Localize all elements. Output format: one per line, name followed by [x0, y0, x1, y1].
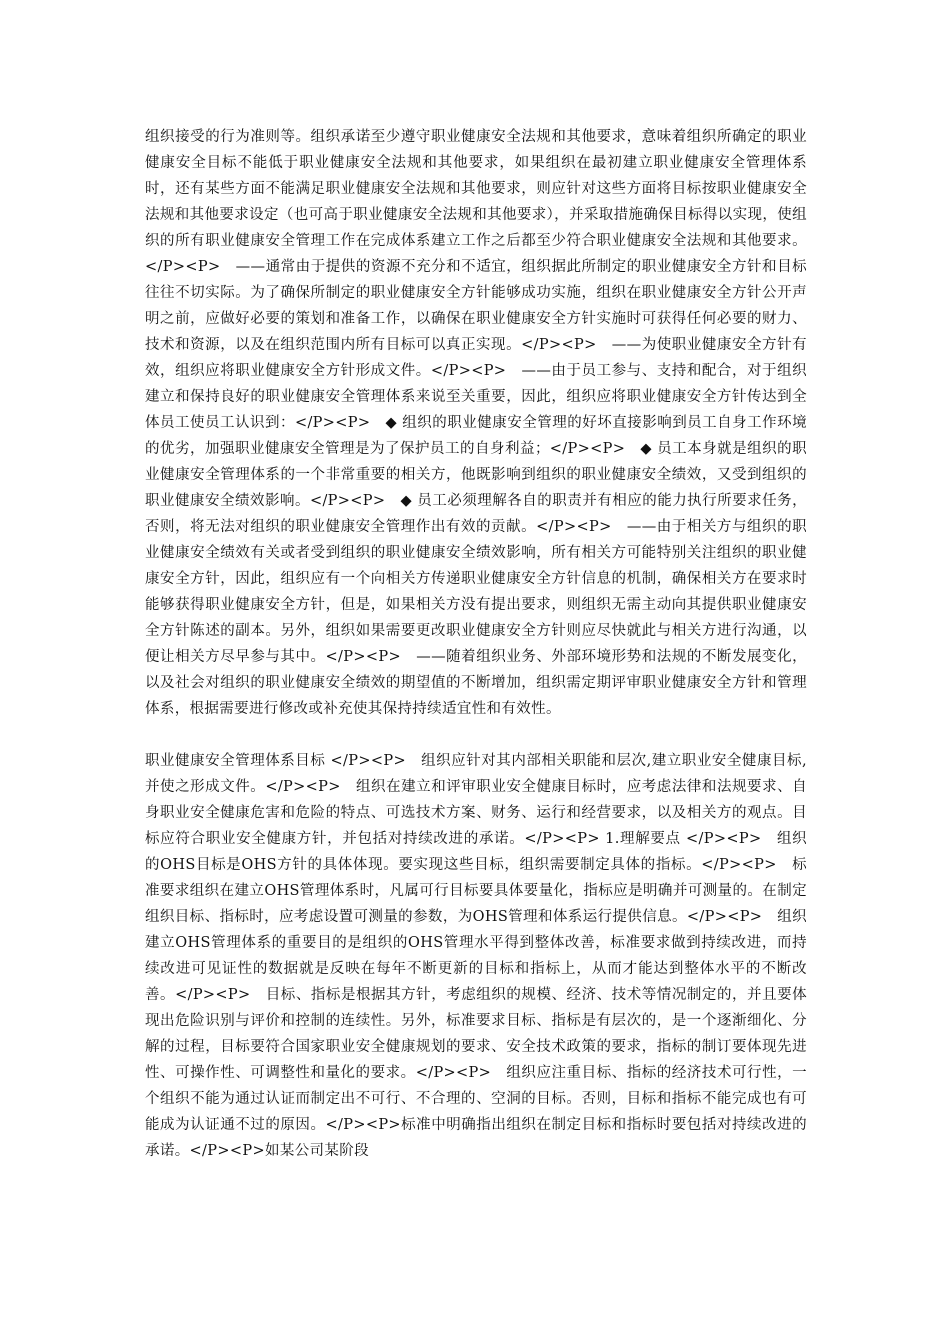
- document-body: [145, 124, 807, 1164]
- paragraph-ohs-policy: 组织接受的行为准则等。组织承诺至少遵守职业健康安全法规和其他要求，意味着组织所确定的职业健康安全目标不能低于职业健康安全法规和其他要求，如果组织在最初建立职业健康安全管理体系时，还有某些方面不能满足职业健康安全法规和其他要求，则应针对这些方面将目标按职业健康安全法规和其他要求设定（也可高于职业健康安全法规和其他要求），并采取措施确保目标得以实现，使组织的所有职业健康安全管理工作在完成体系建立工作之后都至少符合职业健康安全法规和其他要求。</P><P> ——通常由于提供的资源不充分和不适宜，组织据此所制定的职业健康安全方针和目标往往不切实际。为了确保所制定的职业健康安全方针能够成功实施，组织在职业健康安全方针公开声明之前，应做好必要的策划和准备工作，以确保在职业健康安全方针实施时可获得任何必要的财力、技术和资源，以及在组织范围内所有目标可以真正实现。</P><P> ——为使职业健康安全方针有效，组织应将职业健康安全方针形成文件。</P><P> ——由于员工参与、支持和配合，对于组织建立和保持良好的职业健康安全管理体系来说至关重要，因此，组织应将职业健康安全方针传达到全体员工使员工认识到：</P><P> ◆ 组织的职业健康安全管理的好坏直接影响到员工自身工作环境的优劣，加强职业健康安全管理是为了保护员工的自身利益；</P><P> ◆ 员工本身就是组织的职业健康安全管理体系的一个非常重要的相关方，他既影响到组织的职业健康安全绩效，又受到组织的职业健康安全绩效影响。</P><P> ◆ 员工必须理解各自的职责并有相应的能力执行所要求任务，否则，将无法对组织的职业健康安全管理作出有效的贡献。</P><P> ——由于相关方与组织的职业健康安全绩效有关或者受到组织的职业健康安全绩效影响，所有相关方可能特别关注组织的职业健康安全方针，因此，组织应有一个向相关方传递职业健康安全方针信息的机制，确保相关方在要求时能够获得职业健康安全方针，但是，如果相关方没有提出要求，则组织无需主动向其提供职业健康安全方针陈述的副本。另外，组织如果需要更改职业健康安全方针则应尽快就此与相关方进行沟通，以便让相关方尽早参与其中。</P><P> ——随着组织业务、外部环境形势和法规的不断发展变化，以及社会对组织的职业健康安全绩效的期望值的不断增加，组织需定期评审职业健康安全方针和管理体系，根据需要进行修改或补充使其保持持续适宜性和有效性。: [145, 129, 807, 717]
- paragraph-ohs-objectives: 职业健康安全管理体系目标 </P><P> 组织应针对其内部相关职能和层次,建立职业安全健康目标,并使之形成文件。</P><P> 组织在建立和评审职业安全健康目标时，应考虑法律和法规要求、自身职业安全健康危害和危险的特点、可选技术方案、财务、运行和经营要求，以及相关方的观点。目标应符合职业安全健康方针，并包括对持续改进的承诺。</P><P> 1.理解要点 </P><P> 组织的OHS目标是OHS方针的具体体现。要实现这些目标，组织需要制定具体的指标。</P><P> 标准要求组织在建立OHS管理体系时，凡属可行目标要具体要量化，指标应是明确并可测量的。在制定组织目标、指标时，应考虑设置可测量的参数，为OHS管理和体系运行提供信息。</P><P> 组织建立OHS管理体系的重要目的是组织的OHS管理水平得到整体改善，标准要求做到持续改进，而持续改进可见证性的数据就是反映在每年不断更新的目标和指标上，从而才能达到整体水平的不断改善。</P><P> 目标、指标是根据其方针，考虑组织的规模、经济、技术等情况制定的，并且要体现出危险识别与评价和控制的连续性。另外，标准要求目标、指标是有层次的，是一个逐渐细化、分解的过程，目标要符合国家职业安全健康规划的要求、安全技术政策的要求，指标的制订要体现先进性、可操作性、可调整性和量化的要求。</P><P> 组织应注重目标、指标的经济技术可行性，一个组织不能为通过认证而制定出不可行、不合理的、空洞的目标。否则，目标和指标不能完成也有可能成为认证通不过的原因。</P><P>标准中明确指出组织在制定目标和指标时要包括对持续改进的承诺。</P><P>如某公司某阶段: [145, 753, 807, 1159]
